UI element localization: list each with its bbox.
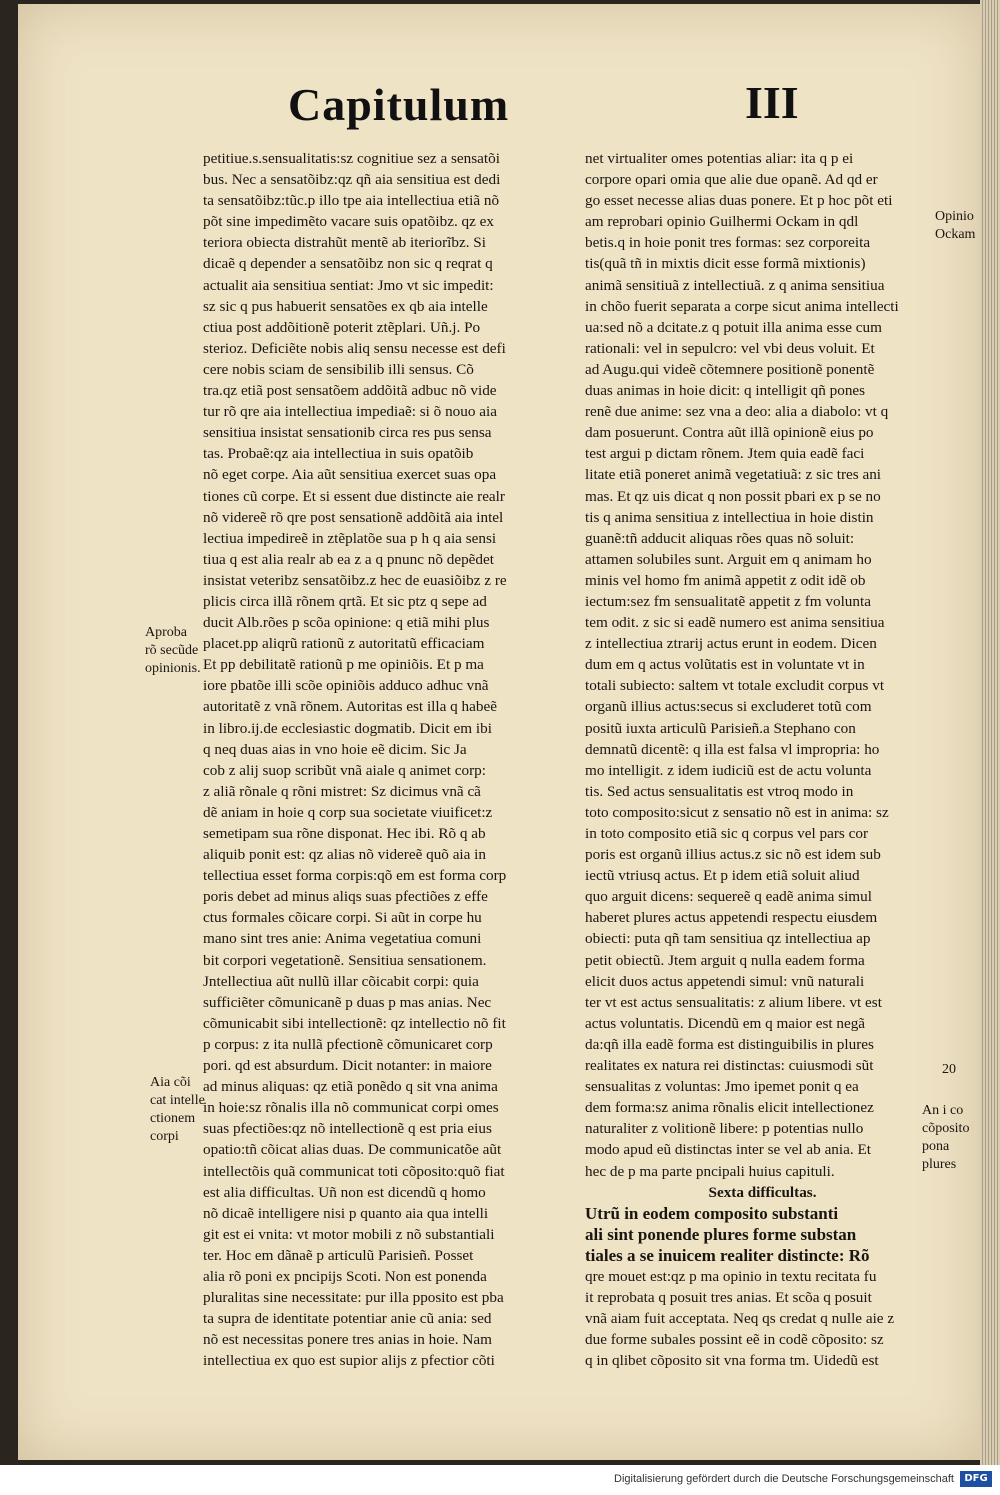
text-line: dicaẽ q depender a sensatõibz non sic q reqrat q — [203, 255, 493, 273]
text-line: Jntellectiua aũt nullũ illar cõicabit corpi: quia — [203, 972, 479, 990]
text-line: petitiue.s.sensualitatis:sz cognitiue sez a sensatõi — [203, 150, 500, 167]
text-line: nõ videreẽ rõ qre post sensationẽ addõitã aia intel — [203, 508, 504, 526]
text-line: elicit duos actus appetendi simul: vnũ naturali — [585, 972, 865, 990]
text-line: ua:sed nõ a dcitate.z q potuit illa anima esse cum — [585, 318, 882, 336]
text-line: git est ei vnita: vt motor mobili z nõ substantiali — [203, 1225, 495, 1243]
text-line: poris debet ad minus aliqs suas pfectiões z effe — [203, 888, 488, 906]
text-line: litate etiã poneret animã vegetatiuã: z sic tres ani — [585, 466, 882, 484]
text-line: tur rõ qre aia intellectiua impediaẽ: si õ nouo aia — [203, 403, 497, 421]
text-line: sufficiẽter cõmunicanẽ p duas p mas anias. Nec — [203, 993, 492, 1011]
text-line: teriora obiecta distrahũt mentẽ ab iteriorĩbz. Si — [203, 234, 486, 252]
text-line: iectum:sez fm sensualitatẽ appetit z fm volunta — [585, 592, 871, 610]
margin-note-line: corpi — [150, 1129, 179, 1144]
text-line: bit corpori vegetationẽ. Sensitiua sensationem. — [203, 951, 487, 969]
text-line: qre mouet est:qz p ma opinio in textu recitata fu — [585, 1267, 877, 1285]
text-line: cere nobis sciam de sensibilib illi sensus. Cõ — [203, 360, 474, 378]
text-line: põt sine impedimẽto vacare suis opatõibz. qz ex — [203, 213, 495, 231]
text-line: in toto composito etiã sic q corpus vel pars cor — [585, 825, 869, 842]
text-line: in libro.ij.de ecclesiastic dogmatib. Dicit em ibi — [203, 719, 492, 737]
text-line: cõmunicabit sibi intellectionẽ: qz intellectio nõ fit — [203, 1014, 506, 1032]
text-line: pluralitas sine necessitate: pur illa pposito est pba — [203, 1289, 504, 1307]
text-line: go esset necesse alias duas ponere. Et p hoc põt eti — [585, 192, 893, 210]
text-line: dam posuerunt. Contra aũt illã opinionẽ eius po — [585, 424, 874, 442]
text-line: nõ eget corpe. Aia aũt sensitiua exercet suas opa — [203, 466, 497, 484]
text-line: duas animas in hoie dicit: q intelligit qñ pones — [585, 382, 866, 400]
text-line: actus voluntatis. Dicendũ em q maior est negã — [585, 1014, 866, 1032]
margin-note-line: cat intelle — [150, 1093, 205, 1108]
text-line: poris est organũ illius actus.z sic nõ est idem sub — [585, 846, 881, 864]
text-line: q in qlibet cõposito sit vna forma tm. Uidedũ est — [585, 1352, 879, 1370]
text-line: dẽ aniam in hoie q corp sua societate viuificet:z — [203, 803, 493, 821]
text-line: ad Augu.qui videẽ cõtemnere positionẽ ponentẽ — [585, 360, 875, 378]
text-line: sterioz. Deficiẽte nobis aliq sensu necesse est defi — [203, 339, 506, 357]
text-line: petit obiectũ. Jtem arguit q nulla eadem forma — [585, 951, 865, 969]
text-line: tiones cũ corpe. Et si essent due distincte aie realr — [203, 487, 505, 505]
text-line: mas. Et qz uis dicat q non possit pbari ex p se no — [585, 487, 881, 505]
text-line: guanẽ:tñ adducit aliquas rões quas nõ soluit: — [585, 529, 855, 547]
margin-note-right-2 — [922, 1102, 969, 1174]
text-line: z intellectiua ztrarij actus erunt in eodem. Dicen — [585, 635, 877, 653]
text-line: ctus formales cõicare corpi. Si aũt in corpe hu — [203, 909, 482, 927]
text-line: cob z alij suop scribũt vnã aiale q animet corp: — [203, 761, 486, 779]
text-line: due forme subales possint eẽ in codẽ cõposito: sz — [585, 1331, 884, 1349]
text-line: est alia difficultas. Uñ non est dicendũ q homo — [203, 1183, 486, 1201]
text-line: in chõo fuerit separata a corpe sicut anima intellecti — [585, 297, 899, 315]
text-line: mano sint tres anie: Anima vegetatiua comuni — [203, 930, 482, 948]
text-line: tem odit. z sic si eadẽ numero est anima sensitiua — [585, 614, 885, 632]
text-line: ta sensatõibz:tũc.p illo tpe aia intellectiua etiã nõ — [203, 192, 500, 210]
margin-note-line: Opinio — [935, 209, 974, 224]
text-line: tellectiua esset forma corpis:qõ em est forma corp — [203, 867, 507, 885]
text-line: it reprobata q posuit tres anias. Et scõa q posuit — [585, 1289, 872, 1307]
margin-note-line: An i co — [922, 1103, 964, 1118]
text-line: iectũ vtriusq actus. Et p idem etiã soluit aliud — [585, 867, 860, 885]
text-line: ducit Alb.rões p scõa opinione: q etiã mihi plus — [203, 614, 490, 632]
text-line: aliquib ponit est: qz alias nõ videreẽ quõ aia in — [203, 846, 487, 864]
text-line: renẽ due anime: sez vna a deo: alia a diabolo: vt q — [585, 403, 889, 421]
text-line: sensitiua insistat sensationib circa res pus sensa — [203, 424, 492, 442]
margin-note-line: pona — [922, 1139, 950, 1154]
text-line: tra.qz etiã post sensatõem addõitã adbuc nõ vide — [203, 382, 497, 400]
text-line: autoritatẽ z vnã rõnem. Autoritas est illa q habeẽ — [203, 698, 497, 716]
section-number: 20 — [942, 1062, 956, 1077]
text-line: nõ est necessitas ponere tres anias in hoie. Nam — [203, 1331, 492, 1349]
text-line: tis(quã tñ in mixtis dicit esse formã mixtionis) — [585, 255, 866, 273]
funding-credit: Digitalisierung gefördert durch die Deutsche Forschungsgemeinschaft — [614, 1473, 954, 1485]
dfg-logo: DFG — [960, 1471, 992, 1487]
margin-note-left-2 — [150, 1074, 205, 1146]
text-line: dum em q actus volũtatis est in voluntate vt in — [585, 656, 865, 674]
text-line: insistat veteribz sensatõibz.z hec de euasiõibz z re — [203, 571, 507, 589]
running-head: Capitulum — [288, 79, 510, 130]
margin-note-line: cõposito — [922, 1121, 970, 1136]
text-line: demnatũ dicentẽ: q illa est falsa vl impropria: ho — [585, 740, 880, 758]
text-line: totali subiecto: saltem vt totale excludit corpus vt — [585, 677, 885, 695]
text-line: iore pbatõe illi scõe opiniõis adduco adhuc vnã — [203, 677, 489, 695]
left-text-column — [203, 148, 565, 1371]
folio-number: III — [745, 77, 799, 128]
text-line: ctiua post addõitionẽ poterit ztẽplari. Uñ.j. Po — [203, 318, 481, 336]
text-line: corpore opari omia que alie due opanẽ. Ad qd er — [585, 171, 878, 189]
text-line: quo arguit dicens: sequereẽ q eadẽ anima simul — [585, 888, 872, 906]
text-line: animã sensitiuã z intellectiuã. z q anima sensitiua — [585, 276, 885, 294]
text-line: naturaliter z volitionẽ libere: p potentias nullo — [585, 1120, 864, 1138]
text-line: attamen solubiles sunt. Arguit em q animam ho — [585, 550, 872, 568]
text-line: opatio:tñ cõicat alias duas. De communicatõe aũt — [203, 1141, 502, 1159]
margin-note-line: rõ secũde — [145, 643, 199, 658]
text-line: tiales a se inuicem realiter distincte: Rõ — [585, 1245, 870, 1265]
text-line: Et pp debilitatẽ rationũ p me opiniõis. Et p ma — [203, 656, 484, 674]
text-line: rationali: vel in sepulcro: vel vbi deus voluit. Et — [585, 339, 875, 357]
text-line: intellectiua ex quo est supior alijs z pfectior cõti — [203, 1352, 495, 1370]
text-line: test argui p dictam rõnem. Jtem quia eadẽ faci — [585, 445, 865, 463]
text-line: nõ dicaẽ intelligere nisi p quanto aia qua intelli — [203, 1204, 489, 1222]
margin-note-line: Aproba — [145, 625, 187, 640]
text-line: hec de p ma parte pncipali huius capituli. — [585, 1162, 835, 1180]
text-line: q neq duas aias in vno hoie eẽ dicim. Sic Ja — [203, 740, 467, 758]
margin-note-right-1 — [935, 208, 975, 244]
margin-note-line: opinionis. — [145, 661, 201, 676]
margin-note-line: plures — [922, 1157, 957, 1172]
margin-note-line: Aia cõi — [150, 1075, 191, 1090]
text-line: toto composito:sicut z sensatio nõ est in anima: sz — [585, 803, 889, 821]
text-line: plicis circa illã rõnem qrtã. Et sic ptz q sepe ad — [203, 592, 487, 610]
text-line: ter. Hoc em dãnaẽ p articulũ Parisieñ. Posset — [203, 1246, 474, 1264]
text-line: minis vel homo fm animã appetit z odit idẽ ob — [585, 571, 866, 589]
text-line: tiua q est alia realr ab ea z a q pnunc nõ depẽdet — [203, 550, 494, 568]
text-line: Utrũ in eodem composito substanti — [585, 1203, 839, 1223]
text-line: suas pfectiões:qz nõ intellectionẽ q est pria eius — [203, 1120, 492, 1138]
text-line: intellectõis quã communicat toti cõposito:quõ fiat — [203, 1162, 505, 1180]
text-line: actualit aia sensitiua sentiat: Jmo vt sic impedit: — [203, 276, 494, 294]
text-line: vnã aiam fuit acceptata. Neq qs credat q nulle aie z — [585, 1310, 895, 1328]
text-line: pori. qd est absurdum. Dicit notanter: in maiore — [203, 1057, 492, 1075]
text-line: alia rõ poni ex pncipijs Scoti. Non est ponenda — [203, 1267, 487, 1285]
text-line: ta supra de identitate potentiar anie cũ ania: sed — [203, 1310, 492, 1328]
text-line: z aliã rõnale q rõni mistret: Sz dicimus vnã cã — [203, 782, 481, 800]
text-line: semetipam sua rõne disponat. Hec ibi. Rõ q ab — [203, 825, 486, 842]
text-line: placet.pp aliqrũ rationũ z autoritatũ efficaciam — [203, 635, 485, 653]
text-line: realitates ex natura rei distinctas: cuiusmodi sũt — [585, 1057, 874, 1075]
text-line: dem forma:sz anima rõnalis elicit intellectionez — [585, 1099, 874, 1117]
right-text-column — [585, 148, 940, 1371]
text-line: bus. Nec a sensatõibz:qz qñ aia sensitiua est dedi — [203, 171, 501, 189]
text-line: betis.q in hoie ponit tres formas: sez corporeita — [585, 234, 871, 252]
text-line: modo apud eũ distinctas inter se vel ab ania. Et — [585, 1141, 871, 1159]
text-line: tas. Probaẽ:qz aia intellectiua in suis opatõib — [203, 445, 474, 463]
text-line: positũ iuxta articulũ Parisieñ.a Stephano con — [585, 719, 856, 737]
text-line: lectiua impedireẽ in ztẽplatõe sua p h q aia sensi — [203, 529, 497, 547]
text-line: am reprobari opinio Guilhermi Ockam in qdl — [585, 213, 859, 231]
text-line: ter vt est actus sensualitatis: z alium libere. vt est — [585, 993, 882, 1011]
margin-note-line: Ockam — [935, 227, 976, 242]
text-line: ad minus aliquas: qz etiã ponẽdo q sit vna anima — [203, 1078, 498, 1096]
text-line: sensualitas z voluntas: Jmo ipemet ponit q ea — [585, 1078, 859, 1096]
text-line: tis. Sed actus sensualitatis est vtroq modo in — [585, 782, 854, 800]
page-edge — [980, 0, 1000, 1465]
text-line: tis q anima sensitiua z intellectiua in hoie distin — [585, 508, 874, 526]
text-line: haberet plures actus appetendi respectu eiusdem — [585, 909, 878, 927]
text-line: da:qñ illa eadẽ forma est distinguibilis in plures — [585, 1035, 874, 1053]
text-line: ali sint ponende plures forme substan — [585, 1224, 857, 1244]
text-line: obiecti: puta qñ tam sensitiua qz intellectiua ap — [585, 930, 871, 948]
text-line: mo intelligit. z idem iudiciũ est de actu volunta — [585, 761, 872, 779]
text-line: p corpus: z ita nullã pfectionẽ cõmunicaret corp — [203, 1035, 493, 1053]
text-line: Sexta difficultas. — [708, 1183, 817, 1201]
text-line: sz sic q pus habuerit sensatões ex qb aia intelle — [203, 297, 488, 315]
text-line: in hoie:sz rõnalis illa nõ communicat corpi omes — [203, 1099, 499, 1117]
footer-bar — [0, 1465, 1000, 1495]
text-line: organũ illius actus:secus si excluderet totũ com — [585, 698, 872, 716]
margin-note-left-1 — [145, 624, 201, 678]
text-line: net virtualiter omes potentias aliar: ita q p ei — [585, 150, 854, 167]
margin-note-line: ctionem — [150, 1111, 196, 1126]
